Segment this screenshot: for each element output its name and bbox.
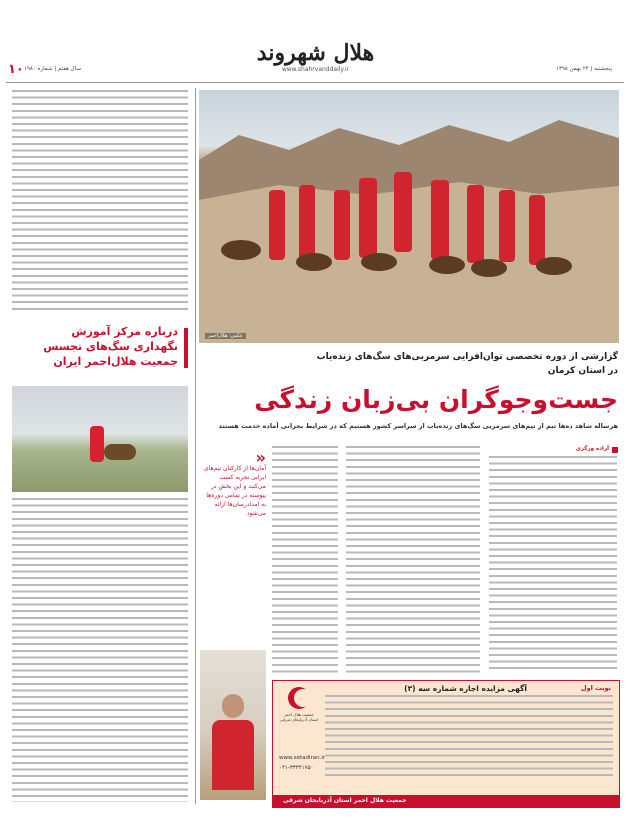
quote-photo-head	[222, 694, 244, 718]
rescuer-2	[299, 185, 315, 260]
rescuer-1	[269, 190, 285, 260]
side-photo	[12, 386, 188, 492]
side-body-top	[12, 90, 188, 314]
side-body-bottom	[12, 498, 188, 802]
rescuer-8	[499, 190, 515, 262]
byline	[490, 446, 618, 454]
left-column-rule	[195, 88, 196, 804]
dog-5	[471, 259, 507, 277]
issue-line: سال هفتم | شماره ۱۹۸۰	[24, 66, 81, 72]
side-headline: درباره مرکز آموزش نگهداری سگ‌های تجسس جمعیت هلال‌احمر ایران	[43, 325, 178, 368]
photo-credit: عکس: هلال‌احمر	[205, 333, 246, 339]
notice-title: آگهی مزایده اجاره شماره سه (۳)	[404, 684, 527, 693]
main-kicker-2: در استان کرمان	[547, 366, 618, 376]
notice-logo	[279, 687, 319, 747]
main-body-col-1	[489, 456, 617, 674]
page-number: ۱۰	[8, 62, 24, 77]
dog-6	[536, 257, 572, 275]
main-lead: هرساله شاهد ده‌ها تیم از تیم‌های سرمربی سگ‌های زنده‌یاب از سراسر کشور هستیم که در شرایط بحرانی آماده خدمت هستند	[218, 422, 618, 430]
main-photo-illustration	[199, 90, 619, 343]
side-headline-marker	[184, 328, 188, 368]
notice-website: www.setadiran.ir	[279, 755, 326, 761]
byline-name: آزاده ورگزی	[575, 446, 609, 452]
notice-footer-text: جمعیت هلال احمر استان آذربایجان شرقی	[283, 797, 407, 804]
page-header	[0, 0, 630, 88]
main-body-col-2	[346, 446, 480, 674]
rescuer-4	[359, 178, 377, 258]
logo-text: هلال شهروند	[256, 40, 375, 66]
rescuer-7	[467, 185, 484, 263]
quote-text: آمان‌ها از کارکنان تیم‌های ایرانی تجربه کسب می‌کنند و این بخش در پیوسته در تمامی دوره‌ها به امدادرسان‌ها ارائه می‌شود	[203, 465, 266, 517]
quote-mark-icon: «	[255, 448, 266, 467]
rescuer-9	[529, 195, 545, 265]
dog-1	[221, 240, 261, 260]
notice-box	[272, 680, 620, 808]
logo	[248, 40, 383, 80]
header-rule	[6, 82, 624, 83]
notice-phone: ۰۴۱-۳۳۳۴۱۷۵۰	[279, 765, 314, 771]
logo-url: www.shahrvanddaily.ir	[281, 66, 350, 73]
quote-photo-body	[212, 720, 254, 790]
dog-4	[429, 256, 465, 274]
main-body-col-3	[272, 446, 338, 674]
red-crescent-icon	[288, 687, 310, 709]
date-line: پنجشنبه | ۲۴ بهمن ۱۳۹۸	[556, 66, 612, 72]
notice-info-heading: نوبت اول	[580, 684, 611, 692]
side-photo-person	[90, 426, 104, 462]
rescuer-5	[394, 172, 412, 252]
pull-quote	[200, 448, 266, 648]
notice-footer-bar	[273, 795, 619, 807]
rescuer-6	[431, 180, 449, 260]
notice-body	[325, 695, 613, 779]
main-kicker: گزارشی از دوره تخصصی توان‌افزایی سرمربی‌های سگ‌های زنده‌یاب	[316, 352, 618, 362]
dog-2	[296, 253, 332, 271]
rescuer-3	[334, 190, 350, 260]
quote-photo	[200, 650, 266, 800]
main-photo	[199, 90, 619, 343]
byline-icon	[612, 447, 618, 453]
main-headline: جست‌وجوگران بی‌زبان زندگی	[254, 385, 618, 414]
notice-org-name: جمعیت هلال احمر استان آذربایجان شرقی	[279, 712, 319, 722]
dog-3	[361, 253, 397, 271]
side-headline-box	[12, 322, 188, 378]
side-photo-dog	[104, 444, 136, 460]
